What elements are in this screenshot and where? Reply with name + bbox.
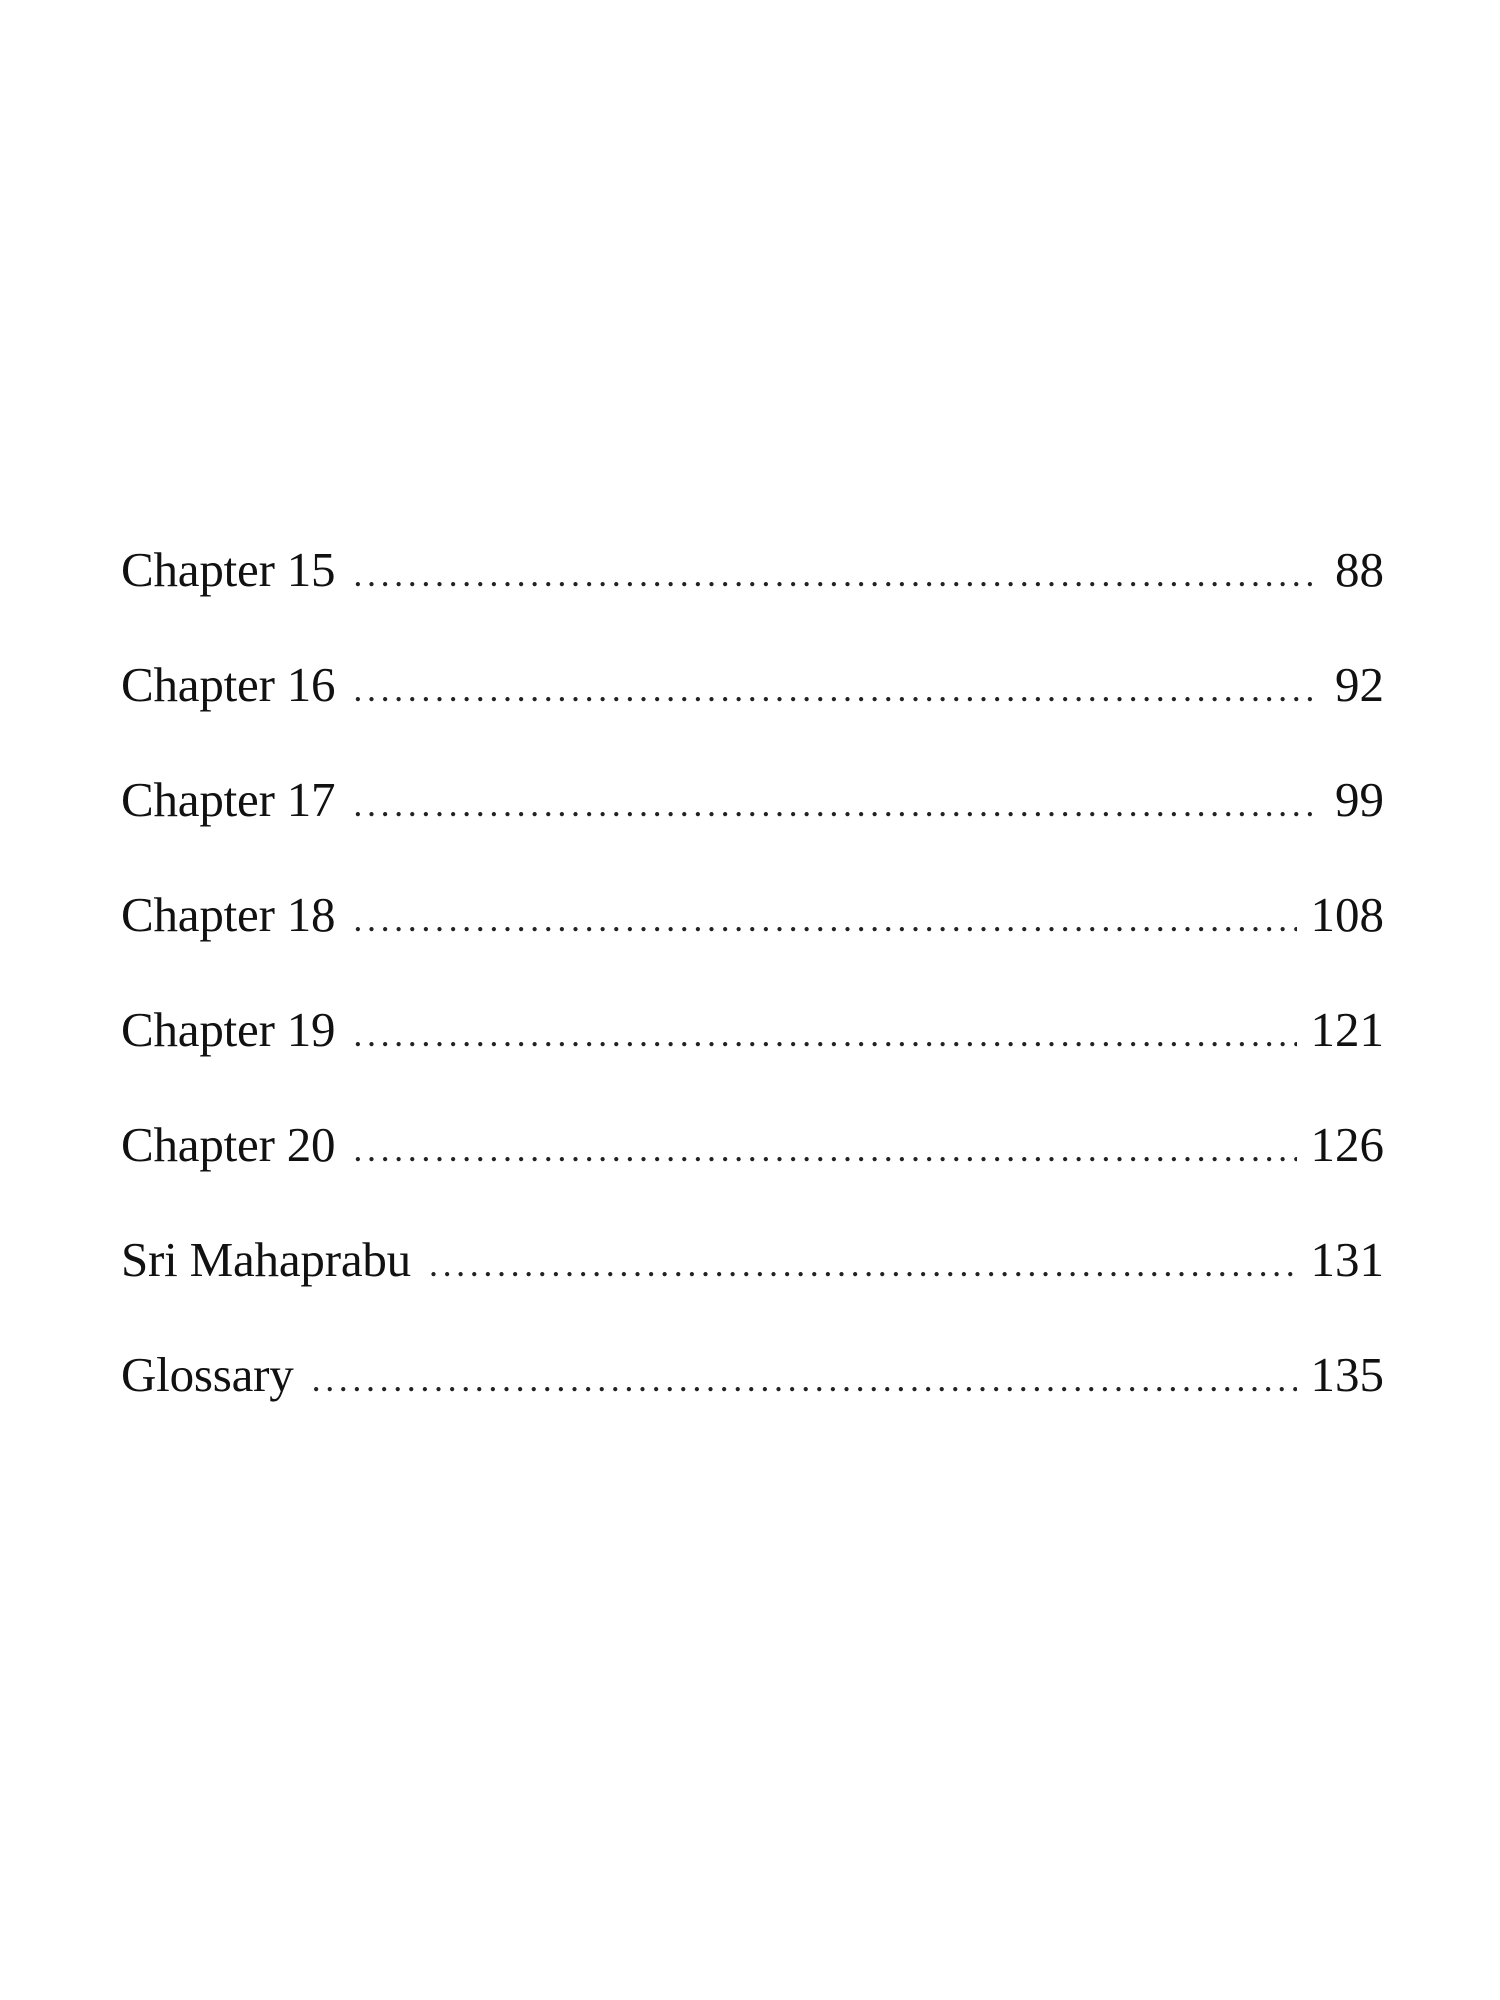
toc-entry-title: Chapter 20 (121, 1117, 336, 1172)
dot-leader (429, 1246, 1297, 1282)
dot-leader (353, 1131, 1296, 1167)
toc-entry-page: 108 (1310, 887, 1384, 942)
table-of-contents (121, 542, 1384, 1465)
dot-leader (353, 671, 1318, 707)
dot-leader (353, 901, 1296, 937)
toc-entry-title: Chapter 17 (121, 772, 336, 827)
dot-leader (353, 786, 1318, 822)
dot-leader (312, 1361, 1297, 1397)
toc-entry[interactable] (121, 1347, 1384, 1465)
toc-entry[interactable] (121, 772, 1384, 890)
toc-entry-title: Sri Mahaprabu (121, 1232, 411, 1287)
toc-entry-page: 126 (1310, 1117, 1384, 1172)
dot-leader (353, 556, 1318, 592)
toc-entry-title: Chapter 16 (121, 657, 336, 712)
toc-entry-title: Glossary (121, 1347, 294, 1402)
toc-entry[interactable] (121, 657, 1384, 775)
toc-entry-page: 88 (1335, 542, 1384, 597)
toc-entry[interactable] (121, 887, 1384, 1005)
toc-entry-title: Chapter 15 (121, 542, 336, 597)
toc-entry-page: 92 (1335, 657, 1384, 712)
toc-entry-page: 99 (1335, 772, 1384, 827)
toc-entry[interactable] (121, 1002, 1384, 1120)
dot-leader (353, 1016, 1296, 1052)
toc-entry-title: Chapter 19 (121, 1002, 336, 1057)
toc-entry-page: 131 (1310, 1232, 1384, 1287)
toc-entry-title: Chapter 18 (121, 887, 336, 942)
toc-entry[interactable] (121, 1117, 1384, 1235)
toc-entry-page: 135 (1310, 1347, 1384, 1402)
toc-entry[interactable] (121, 1232, 1384, 1350)
toc-entry-page: 121 (1310, 1002, 1384, 1057)
toc-entry[interactable] (121, 542, 1384, 660)
